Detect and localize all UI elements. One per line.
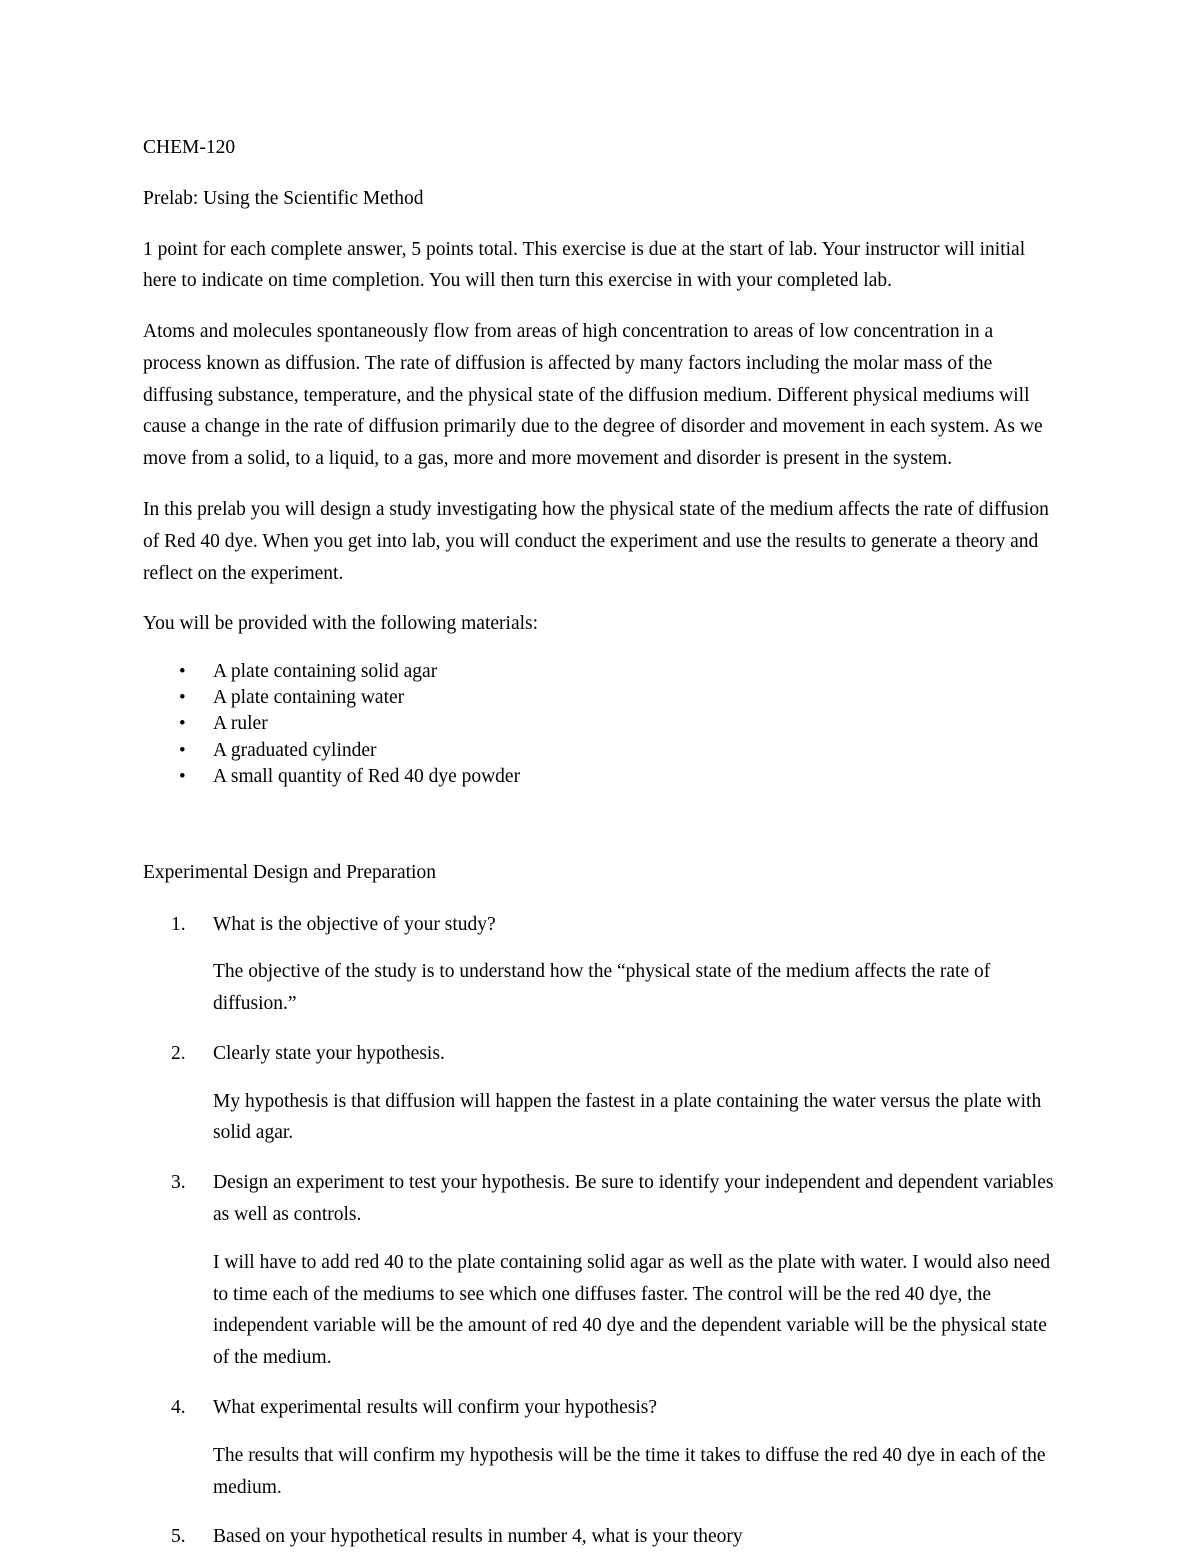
question-answer: I will have to add red 40 to the plate containing solid agar as well as the plate with water. I would also need to time each of the mediums to see which one diffuses faster. The control will be the red 40 dye, the independent variable will be the amount of red 40 dye and the dependent variable will be the physical state of the medium. xyxy=(213,1251,1051,1369)
list-item: • A plate containing solid agar xyxy=(143,659,1055,685)
section-spacer xyxy=(143,809,1055,857)
question-answer: The results that will confirm my hypothesis will be the time it takes to diffuse the red 40 dye in each of the medium. xyxy=(213,1444,1046,1498)
materials-intro: You will be provided with the following materials: xyxy=(143,613,539,635)
document-title: Prelab: Using the Scientific Method xyxy=(143,187,424,209)
question-answer: The objective of the study is to understand how the “physical state of the medium affects the rate of diffusion.” xyxy=(213,961,991,1015)
question-text: What experimental results will confirm your hypothesis? xyxy=(213,1396,658,1418)
list-item: • A ruler xyxy=(143,711,1055,737)
question-item-3 xyxy=(143,1167,1055,1374)
questions-list xyxy=(143,909,1055,1553)
course-code: CHEM-120 xyxy=(143,137,236,158)
question-item-1 xyxy=(143,909,1055,1020)
question-number: 4. xyxy=(171,1396,186,1418)
question-text: Based on your hypothetical results in number 4, what is your theory xyxy=(213,1526,743,1548)
question-text: Clearly state your hypothesis. xyxy=(213,1042,445,1064)
prelab-paragraph: In this prelab you will design a study investigating how the physical state of the medium affects the rate of diffusion of Red 40 dye. When you get into lab, you will conduct the experiment and use the results to generate a theory and reflect on the experiment. xyxy=(143,499,1049,584)
question-item-5 xyxy=(143,1521,1055,1553)
instructions-paragraph: 1 point for each complete answer, 5 points total. This exercise is due at the start of lab. Your instructor will initial here to indicate on time completion. You will then turn this exercise in with your completed lab. xyxy=(143,238,1026,292)
question-text: What is the objective of your study? xyxy=(213,913,496,935)
question-number: 3. xyxy=(171,1172,186,1194)
question-answer: My hypothesis is that diffusion will happen the fastest in a plate containing the water versus the plate with solid agar. xyxy=(213,1090,1042,1144)
question-item-2 xyxy=(143,1038,1055,1149)
section-heading: Experimental Design and Preparation xyxy=(143,861,436,883)
list-item: • A small quantity of Red 40 dye powder xyxy=(143,764,1055,790)
question-number: 1. xyxy=(171,913,186,935)
question-number: 5. xyxy=(171,1526,186,1548)
diffusion-paragraph: Atoms and molecules spontaneously flow from areas of high concentration to areas of low concentration in a process known as diffusion. The rate of diffusion is affected by many factors including the molar mass of the diffusing substance, temperature, and the physical state of the diffusion medium. Different physical mediums will cause a change in the rate of diffusion primarily due to the degree of disorder and movement in each system. As we move from a solid, to a liquid, to a gas, more and more movement and disorder is present in the system. xyxy=(143,321,1043,470)
question-number: 2. xyxy=(171,1042,186,1064)
question-text: Design an experiment to test your hypothesis. Be sure to identify your independent and dependent variables as well as controls. xyxy=(213,1172,1054,1226)
materials-list xyxy=(143,659,1055,790)
question-item-4 xyxy=(143,1392,1055,1503)
list-item: • A plate containing water xyxy=(143,685,1055,711)
list-item: • A graduated cylinder xyxy=(143,738,1055,764)
